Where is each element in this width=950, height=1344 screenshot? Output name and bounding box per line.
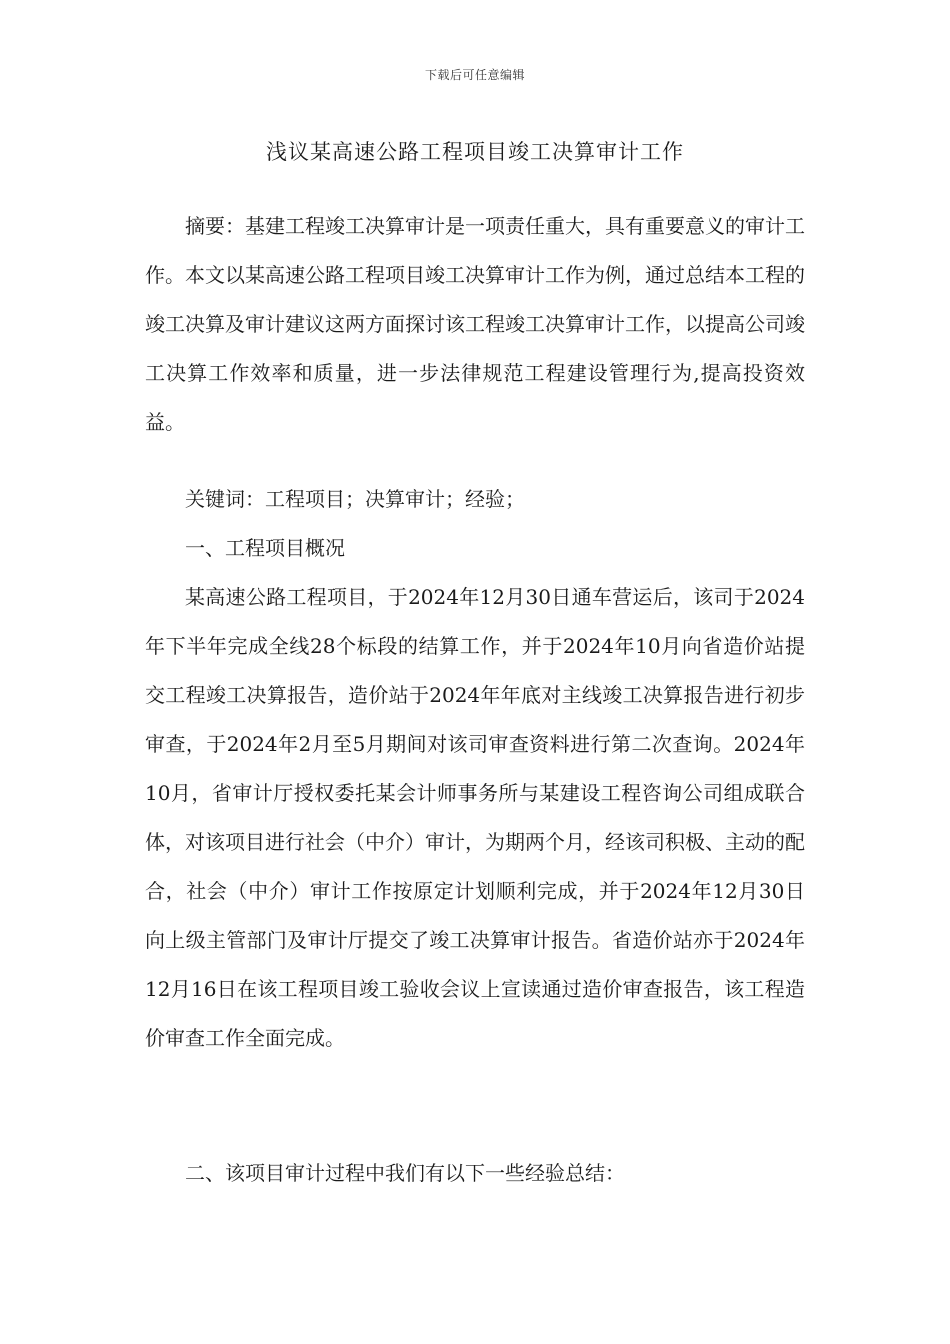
section1-paragraph: 某高速公路工程项目，于2024年12月30日通车营运后，该司于2024年下半年完成全线28个标段的结算工作，并于2024年10月向省造价站提交工程竣工决算报告，造价站于2024年年底对主线竣工决算报告进行初步审查，于2024年2月至5月期间对该司审查资料进行第二次查询。2024年10月，省审计厅授权委托某会计师事务所与某建设工程咨询公司组成联合体，对该项目进行社会（中介）审计，为期两个月，经该司积极、主动的配合，社会（中介）审计工作按原定计划顺利完成，并于2024年12月30日向上级主管部门及审计厅提交了竣工决算审计报告。省造价站亦于2024年12月16日在该工程项目竣工验收会议上宣读通过造价审查报告，该工程造价审查工作全面完成。 (145, 585, 805, 1050)
abstract-section (145, 202, 805, 447)
keywords-section (145, 475, 805, 524)
document-title: 浅议某高速公路工程项目竣工决算审计工作 (266, 140, 684, 164)
section1-heading: 一、工程项目概况 (185, 536, 345, 560)
header-note: 下载后可任意编辑 (424, 68, 525, 82)
section2-heading: 二、该项目审计过程中我们有以下一些经验总结： (185, 1161, 625, 1185)
abstract-paragraph: 摘要：基建工程竣工决算审计是一项责任重大，具有重要意义的审计工作。本文以某高速公路工程项目竣工决算审计工作为例，通过总结本工程的竣工决算及审计建议这两方面探讨该工程竣工决算审计工作，以提高公司竣工决算工作效率和质量，进一步法律规范工程建设管理行为,提高投资效益。 (145, 214, 805, 434)
section-experience-summary (145, 1149, 805, 1198)
section-project-overview (145, 524, 805, 1063)
keywords-paragraph: 关键词：工程项目；决算审计；经验； (185, 487, 525, 511)
